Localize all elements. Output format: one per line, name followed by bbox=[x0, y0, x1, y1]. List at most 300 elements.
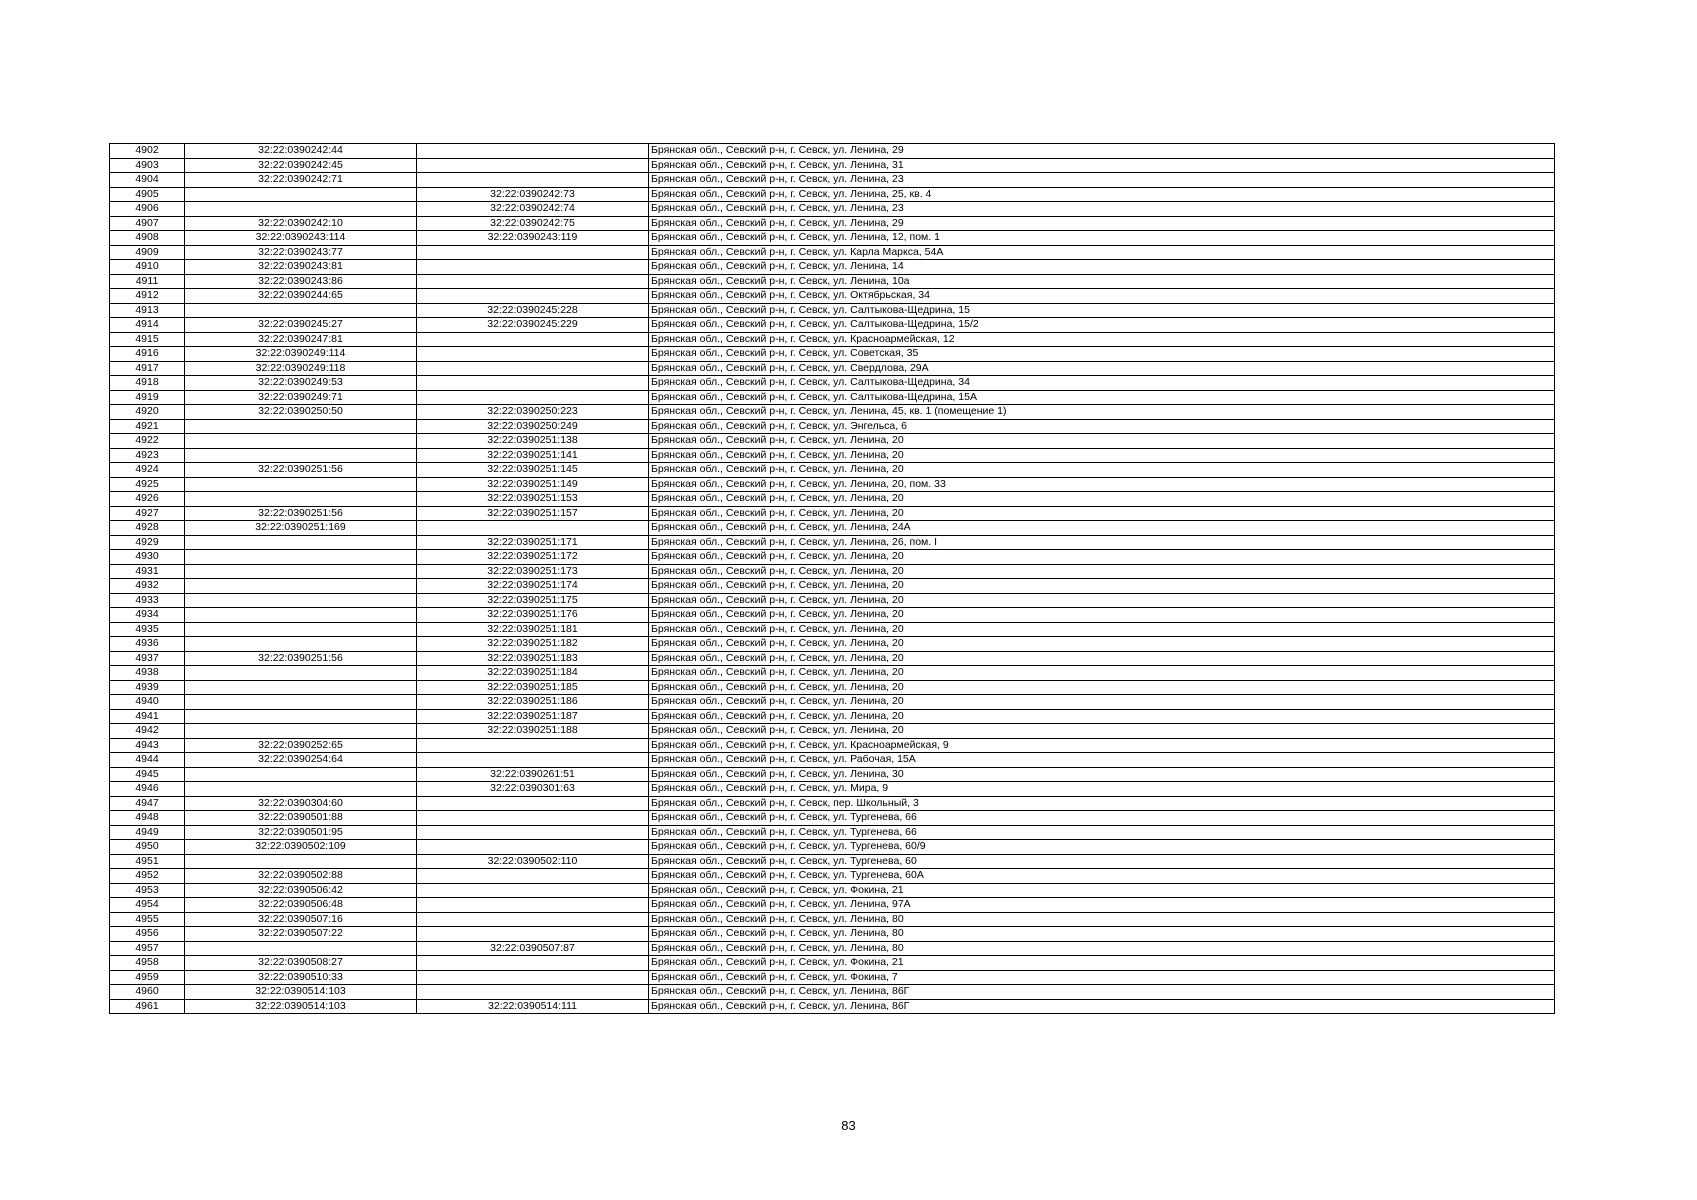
building-cadastral-cell: 32:22:0390301:63 bbox=[417, 782, 649, 797]
table-row bbox=[110, 912, 1555, 927]
table-row bbox=[110, 724, 1555, 739]
row-number-cell: 4945 bbox=[110, 767, 185, 782]
address-cell: Брянская обл., Севский р-н, г. Севск, ул. Салтыкова-Щедрина, 15А bbox=[649, 390, 1555, 405]
row-number-cell: 4906 bbox=[110, 202, 185, 217]
land-cadastral-cell: 32:22:0390251:56 bbox=[185, 506, 417, 521]
building-cadastral-cell: 32:22:0390245:229 bbox=[417, 318, 649, 333]
land-cadastral-cell: 32:22:0390244:65 bbox=[185, 289, 417, 304]
table-body bbox=[110, 144, 1555, 1014]
address-cell: Брянская обл., Севский р-н, г. Севск, ул. Ленина, 24А bbox=[649, 521, 1555, 536]
land-cadastral-cell bbox=[185, 724, 417, 739]
row-number-cell: 4958 bbox=[110, 956, 185, 971]
address-cell: Брянская обл., Севский р-н, г. Севск, ул. Ленина, 20 bbox=[649, 666, 1555, 681]
table-row bbox=[110, 753, 1555, 768]
table-row bbox=[110, 767, 1555, 782]
land-cadastral-cell: 32:22:0390247:81 bbox=[185, 332, 417, 347]
table-row bbox=[110, 680, 1555, 695]
table-row bbox=[110, 999, 1555, 1014]
table-row bbox=[110, 796, 1555, 811]
row-number-cell: 4937 bbox=[110, 651, 185, 666]
building-cadastral-cell bbox=[417, 245, 649, 260]
building-cadastral-cell bbox=[417, 738, 649, 753]
table-row bbox=[110, 593, 1555, 608]
address-cell: Брянская обл., Севский р-н, г. Севск, ул. Ленина, 29 bbox=[649, 216, 1555, 231]
address-cell: Брянская обл., Севский р-н, г. Севск, ул. Тургенева, 60 bbox=[649, 854, 1555, 869]
address-cell: Брянская обл., Севский р-н, г. Севск, ул. Ленина, 20 bbox=[649, 448, 1555, 463]
address-cell: Брянская обл., Севский р-н, г. Севск, ул. Ленина, 20 bbox=[649, 506, 1555, 521]
building-cadastral-cell bbox=[417, 521, 649, 536]
building-cadastral-cell: 32:22:0390251:171 bbox=[417, 535, 649, 550]
building-cadastral-cell bbox=[417, 332, 649, 347]
address-cell: Брянская обл., Севский р-н, г. Севск, ул. Ленина, 26, пом. I bbox=[649, 535, 1555, 550]
address-cell: Брянская обл., Севский р-н, г. Севск, ул. Ленина, 30 bbox=[649, 767, 1555, 782]
land-cadastral-cell: 32:22:0390249:71 bbox=[185, 390, 417, 405]
building-cadastral-cell bbox=[417, 173, 649, 188]
table-row bbox=[110, 260, 1555, 275]
land-cadastral-cell bbox=[185, 767, 417, 782]
building-cadastral-cell: 32:22:0390251:188 bbox=[417, 724, 649, 739]
land-cadastral-cell bbox=[185, 477, 417, 492]
building-cadastral-cell: 32:22:0390251:182 bbox=[417, 637, 649, 652]
table-row bbox=[110, 622, 1555, 637]
row-number-cell: 4960 bbox=[110, 985, 185, 1000]
land-cadastral-cell bbox=[185, 666, 417, 681]
land-cadastral-cell: 32:22:0390501:95 bbox=[185, 825, 417, 840]
table-row bbox=[110, 898, 1555, 913]
table-row bbox=[110, 985, 1555, 1000]
land-cadastral-cell: 32:22:0390506:42 bbox=[185, 883, 417, 898]
table-row bbox=[110, 202, 1555, 217]
row-number-cell: 4912 bbox=[110, 289, 185, 304]
building-cadastral-cell bbox=[417, 840, 649, 855]
building-cadastral-cell: 32:22:0390251:185 bbox=[417, 680, 649, 695]
table-row bbox=[110, 463, 1555, 478]
land-cadastral-cell: 32:22:0390502:88 bbox=[185, 869, 417, 884]
table-row bbox=[110, 550, 1555, 565]
row-number-cell: 4934 bbox=[110, 608, 185, 623]
table-row bbox=[110, 811, 1555, 826]
table-row bbox=[110, 492, 1555, 507]
land-cadastral-cell: 32:22:0390510:33 bbox=[185, 970, 417, 985]
building-cadastral-cell: 32:22:0390242:73 bbox=[417, 187, 649, 202]
building-cadastral-cell bbox=[417, 347, 649, 362]
land-cadastral-cell: 32:22:0390251:169 bbox=[185, 521, 417, 536]
row-number-cell: 4929 bbox=[110, 535, 185, 550]
building-cadastral-cell: 32:22:0390250:223 bbox=[417, 405, 649, 420]
table-row bbox=[110, 506, 1555, 521]
land-cadastral-cell: 32:22:0390507:22 bbox=[185, 927, 417, 942]
building-cadastral-cell: 32:22:0390251:138 bbox=[417, 434, 649, 449]
address-cell: Брянская обл., Севский р-н, г. Севск, ул. Тургенева, 60А bbox=[649, 869, 1555, 884]
building-cadastral-cell: 32:22:0390251:183 bbox=[417, 651, 649, 666]
table-row bbox=[110, 405, 1555, 420]
table-row bbox=[110, 883, 1555, 898]
row-number-cell: 4924 bbox=[110, 463, 185, 478]
land-cadastral-cell: 32:22:0390249:114 bbox=[185, 347, 417, 362]
table-row bbox=[110, 709, 1555, 724]
row-number-cell: 4931 bbox=[110, 564, 185, 579]
building-cadastral-cell bbox=[417, 883, 649, 898]
land-cadastral-cell bbox=[185, 535, 417, 550]
address-cell: Брянская обл., Севский р-н, г. Севск, ул. Энгельса, 6 bbox=[649, 419, 1555, 434]
table-row bbox=[110, 187, 1555, 202]
building-cadastral-cell: 32:22:0390261:51 bbox=[417, 767, 649, 782]
row-number-cell: 4951 bbox=[110, 854, 185, 869]
address-cell: Брянская обл., Севский р-н, г. Севск, ул. Фокина, 21 bbox=[649, 883, 1555, 898]
address-cell: Брянская обл., Севский р-н, г. Севск, ул. Ленина, 20 bbox=[649, 579, 1555, 594]
row-number-cell: 4920 bbox=[110, 405, 185, 420]
building-cadastral-cell bbox=[417, 912, 649, 927]
row-number-cell: 4913 bbox=[110, 303, 185, 318]
building-cadastral-cell: 32:22:0390502:110 bbox=[417, 854, 649, 869]
land-cadastral-cell: 32:22:0390243:114 bbox=[185, 231, 417, 246]
land-cadastral-cell: 32:22:0390242:44 bbox=[185, 144, 417, 159]
building-cadastral-cell: 32:22:0390251:181 bbox=[417, 622, 649, 637]
land-cadastral-cell bbox=[185, 187, 417, 202]
property-table bbox=[109, 143, 1555, 1014]
land-cadastral-cell: 32:22:0390507:16 bbox=[185, 912, 417, 927]
row-number-cell: 4907 bbox=[110, 216, 185, 231]
building-cadastral-cell: 32:22:0390251:141 bbox=[417, 448, 649, 463]
address-cell: Брянская обл., Севский р-н, г. Севск, ул. Советская, 35 bbox=[649, 347, 1555, 362]
land-cadastral-cell bbox=[185, 564, 417, 579]
building-cadastral-cell bbox=[417, 289, 649, 304]
address-cell: Брянская обл., Севский р-н, г. Севск, ул. Красноармейская, 9 bbox=[649, 738, 1555, 753]
land-cadastral-cell: 32:22:0390245:27 bbox=[185, 318, 417, 333]
address-cell: Брянская обл., Севский р-н, г. Севск, ул. Ленина, 25, кв. 4 bbox=[649, 187, 1555, 202]
address-cell: Брянская обл., Севский р-н, г. Севск, ул. Ленина, 20 bbox=[649, 709, 1555, 724]
row-number-cell: 4941 bbox=[110, 709, 185, 724]
land-cadastral-cell bbox=[185, 202, 417, 217]
land-cadastral-cell: 32:22:0390254:64 bbox=[185, 753, 417, 768]
row-number-cell: 4916 bbox=[110, 347, 185, 362]
table-row bbox=[110, 318, 1555, 333]
table-row bbox=[110, 390, 1555, 405]
table-row bbox=[110, 434, 1555, 449]
address-cell: Брянская обл., Севский р-н, г. Севск, ул. Ленина, 23 bbox=[649, 173, 1555, 188]
address-cell: Брянская обл., Севский р-н, г. Севск, ул. Ленина, 29 bbox=[649, 144, 1555, 159]
building-cadastral-cell: 32:22:0390251:153 bbox=[417, 492, 649, 507]
land-cadastral-cell bbox=[185, 637, 417, 652]
address-cell: Брянская обл., Севский р-н, г. Севск, ул. Ленина, 80 bbox=[649, 941, 1555, 956]
address-cell: Брянская обл., Севский р-н, г. Севск, ул. Ленина, 20 bbox=[649, 608, 1555, 623]
address-cell: Брянская обл., Севский р-н, г. Севск, ул. Свердлова, 29А bbox=[649, 361, 1555, 376]
land-cadastral-cell bbox=[185, 854, 417, 869]
row-number-cell: 4915 bbox=[110, 332, 185, 347]
land-cadastral-cell bbox=[185, 492, 417, 507]
building-cadastral-cell bbox=[417, 927, 649, 942]
row-number-cell: 4949 bbox=[110, 825, 185, 840]
row-number-cell: 4933 bbox=[110, 593, 185, 608]
address-cell: Брянская обл., Севский р-н, г. Севск, ул. Салтыкова-Щедрина, 15 bbox=[649, 303, 1555, 318]
row-number-cell: 4908 bbox=[110, 231, 185, 246]
building-cadastral-cell: 32:22:0390251:186 bbox=[417, 695, 649, 710]
address-cell: Брянская обл., Севский р-н, г. Севск, ул. Ленина, 10а bbox=[649, 274, 1555, 289]
row-number-cell: 4928 bbox=[110, 521, 185, 536]
table-row bbox=[110, 231, 1555, 246]
table-row bbox=[110, 941, 1555, 956]
land-cadastral-cell: 32:22:0390250:50 bbox=[185, 405, 417, 420]
row-number-cell: 4939 bbox=[110, 680, 185, 695]
land-cadastral-cell bbox=[185, 303, 417, 318]
land-cadastral-cell: 32:22:0390251:56 bbox=[185, 651, 417, 666]
land-cadastral-cell: 32:22:0390243:81 bbox=[185, 260, 417, 275]
building-cadastral-cell: 32:22:0390251:187 bbox=[417, 709, 649, 724]
building-cadastral-cell bbox=[417, 825, 649, 840]
building-cadastral-cell bbox=[417, 376, 649, 391]
address-cell: Брянская обл., Севский р-н, г. Севск, ул. Карла Маркса, 54А bbox=[649, 245, 1555, 260]
row-number-cell: 4953 bbox=[110, 883, 185, 898]
row-number-cell: 4932 bbox=[110, 579, 185, 594]
land-cadastral-cell bbox=[185, 695, 417, 710]
address-cell: Брянская обл., Севский р-н, г. Севск, ул. Фокина, 7 bbox=[649, 970, 1555, 985]
building-cadastral-cell: 32:22:0390251:172 bbox=[417, 550, 649, 565]
row-number-cell: 4925 bbox=[110, 477, 185, 492]
land-cadastral-cell: 32:22:0390514:103 bbox=[185, 999, 417, 1014]
building-cadastral-cell: 32:22:0390250:249 bbox=[417, 419, 649, 434]
land-cadastral-cell: 32:22:0390249:118 bbox=[185, 361, 417, 376]
land-cadastral-cell bbox=[185, 448, 417, 463]
table-row bbox=[110, 666, 1555, 681]
address-cell: Брянская обл., Севский р-н, г. Севск, ул. Тургенева, 66 bbox=[649, 825, 1555, 840]
land-cadastral-cell bbox=[185, 579, 417, 594]
table-row bbox=[110, 448, 1555, 463]
building-cadastral-cell: 32:22:0390242:74 bbox=[417, 202, 649, 217]
table-row bbox=[110, 173, 1555, 188]
building-cadastral-cell: 32:22:0390514:111 bbox=[417, 999, 649, 1014]
building-cadastral-cell bbox=[417, 970, 649, 985]
land-cadastral-cell: 32:22:0390242:45 bbox=[185, 158, 417, 173]
row-number-cell: 4902 bbox=[110, 144, 185, 159]
table-row bbox=[110, 289, 1555, 304]
table-row bbox=[110, 303, 1555, 318]
table-row bbox=[110, 970, 1555, 985]
address-cell: Брянская обл., Севский р-н, г. Севск, ул. Тургенева, 66 bbox=[649, 811, 1555, 826]
building-cadastral-cell: 32:22:0390242:75 bbox=[417, 216, 649, 231]
row-number-cell: 4961 bbox=[110, 999, 185, 1014]
address-cell: Брянская обл., Севский р-н, г. Севск, ул. Салтыкова-Щедрина, 15/2 bbox=[649, 318, 1555, 333]
building-cadastral-cell: 32:22:0390251:173 bbox=[417, 564, 649, 579]
building-cadastral-cell bbox=[417, 260, 649, 275]
address-cell: Брянская обл., Севский р-н, г. Севск, ул. Ленина, 31 bbox=[649, 158, 1555, 173]
building-cadastral-cell: 32:22:0390251:145 bbox=[417, 463, 649, 478]
land-cadastral-cell bbox=[185, 593, 417, 608]
building-cadastral-cell bbox=[417, 158, 649, 173]
table-row bbox=[110, 782, 1555, 797]
building-cadastral-cell bbox=[417, 144, 649, 159]
address-cell: Брянская обл., Севский р-н, г. Севск, ул. Фокина, 21 bbox=[649, 956, 1555, 971]
address-cell: Брянская обл., Севский р-н, г. Севск, ул. Тургенева, 60/9 bbox=[649, 840, 1555, 855]
address-cell: Брянская обл., Севский р-н, г. Севск, ул. Ленина, 86Г bbox=[649, 999, 1555, 1014]
table-row bbox=[110, 347, 1555, 362]
address-cell: Брянская обл., Севский р-н, г. Севск, ул. Ленина, 20 bbox=[649, 550, 1555, 565]
table-row bbox=[110, 869, 1555, 884]
building-cadastral-cell bbox=[417, 390, 649, 405]
row-number-cell: 4936 bbox=[110, 637, 185, 652]
table-row bbox=[110, 144, 1555, 159]
table-row bbox=[110, 564, 1555, 579]
table-row bbox=[110, 158, 1555, 173]
address-cell: Брянская обл., Севский р-н, г. Севск, ул. Ленина, 20 bbox=[649, 680, 1555, 695]
address-cell: Брянская обл., Севский р-н, г. Севск, ул. Ленина, 20 bbox=[649, 593, 1555, 608]
row-number-cell: 4923 bbox=[110, 448, 185, 463]
address-cell: Брянская обл., Севский р-н, г. Севск, ул. Ленина, 86Г bbox=[649, 985, 1555, 1000]
address-cell: Брянская обл., Севский р-н, г. Севск, ул. Октябрьская, 34 bbox=[649, 289, 1555, 304]
address-cell: Брянская обл., Севский р-н, г. Севск, ул. Красноармейская, 12 bbox=[649, 332, 1555, 347]
table-row bbox=[110, 579, 1555, 594]
address-cell: Брянская обл., Севский р-н, г. Севск, ул. Ленина, 23 bbox=[649, 202, 1555, 217]
row-number-cell: 4954 bbox=[110, 898, 185, 913]
table-row bbox=[110, 825, 1555, 840]
table-row bbox=[110, 956, 1555, 971]
table-row bbox=[110, 376, 1555, 391]
address-cell: Брянская обл., Севский р-н, г. Севск, ул. Рабочая, 15А bbox=[649, 753, 1555, 768]
table-row bbox=[110, 332, 1555, 347]
land-cadastral-cell: 32:22:0390508:27 bbox=[185, 956, 417, 971]
page-number: 83 bbox=[841, 1118, 856, 1133]
address-cell: Брянская обл., Севский р-н, г. Севск, ул. Ленина, 20 bbox=[649, 637, 1555, 652]
land-cadastral-cell: 32:22:0390252:65 bbox=[185, 738, 417, 753]
building-cadastral-cell: 32:22:0390243:119 bbox=[417, 231, 649, 246]
land-cadastral-cell: 32:22:0390501:88 bbox=[185, 811, 417, 826]
land-cadastral-cell: 32:22:0390242:71 bbox=[185, 173, 417, 188]
table-row bbox=[110, 854, 1555, 869]
land-cadastral-cell bbox=[185, 550, 417, 565]
table-row bbox=[110, 216, 1555, 231]
address-cell: Брянская обл., Севский р-н, г. Севск, ул. Ленина, 14 bbox=[649, 260, 1555, 275]
land-cadastral-cell: 32:22:0390251:56 bbox=[185, 463, 417, 478]
row-number-cell: 4938 bbox=[110, 666, 185, 681]
address-cell: Брянская обл., Севский р-н, г. Севск, ул. Ленина, 20 bbox=[649, 463, 1555, 478]
row-number-cell: 4910 bbox=[110, 260, 185, 275]
land-cadastral-cell bbox=[185, 608, 417, 623]
row-number-cell: 4952 bbox=[110, 869, 185, 884]
address-cell: Брянская обл., Севский р-н, г. Севск, ул. Салтыкова-Щедрина, 34 bbox=[649, 376, 1555, 391]
land-cadastral-cell bbox=[185, 434, 417, 449]
address-cell: Брянская обл., Севский р-н, г. Севск, ул. Ленина, 12, пом. 1 bbox=[649, 231, 1555, 246]
row-number-cell: 4918 bbox=[110, 376, 185, 391]
building-cadastral-cell bbox=[417, 361, 649, 376]
building-cadastral-cell: 32:22:0390251:157 bbox=[417, 506, 649, 521]
building-cadastral-cell bbox=[417, 869, 649, 884]
building-cadastral-cell bbox=[417, 898, 649, 913]
row-number-cell: 4942 bbox=[110, 724, 185, 739]
table-row bbox=[110, 927, 1555, 942]
row-number-cell: 4940 bbox=[110, 695, 185, 710]
row-number-cell: 4957 bbox=[110, 941, 185, 956]
address-cell: Брянская обл., Севский р-н, г. Севск, ул. Ленина, 20 bbox=[649, 651, 1555, 666]
row-number-cell: 4944 bbox=[110, 753, 185, 768]
address-cell: Брянская обл., Севский р-н, г. Севск, ул. Ленина, 20 bbox=[649, 434, 1555, 449]
table-row bbox=[110, 477, 1555, 492]
building-cadastral-cell: 32:22:0390251:149 bbox=[417, 477, 649, 492]
row-number-cell: 4947 bbox=[110, 796, 185, 811]
building-cadastral-cell: 32:22:0390245:228 bbox=[417, 303, 649, 318]
row-number-cell: 4926 bbox=[110, 492, 185, 507]
table-row bbox=[110, 535, 1555, 550]
building-cadastral-cell: 32:22:0390251:184 bbox=[417, 666, 649, 681]
land-cadastral-cell: 32:22:0390242:10 bbox=[185, 216, 417, 231]
table-row bbox=[110, 840, 1555, 855]
land-cadastral-cell bbox=[185, 680, 417, 695]
row-number-cell: 4911 bbox=[110, 274, 185, 289]
table-row bbox=[110, 521, 1555, 536]
row-number-cell: 4917 bbox=[110, 361, 185, 376]
land-cadastral-cell: 32:22:0390243:77 bbox=[185, 245, 417, 260]
building-cadastral-cell bbox=[417, 956, 649, 971]
building-cadastral-cell bbox=[417, 985, 649, 1000]
table-row bbox=[110, 637, 1555, 652]
row-number-cell: 4909 bbox=[110, 245, 185, 260]
table-row bbox=[110, 608, 1555, 623]
land-cadastral-cell bbox=[185, 941, 417, 956]
row-number-cell: 4905 bbox=[110, 187, 185, 202]
address-cell: Брянская обл., Севский р-н, г. Севск, ул. Ленина, 20 bbox=[649, 622, 1555, 637]
building-cadastral-cell: 32:22:0390251:176 bbox=[417, 608, 649, 623]
table-row bbox=[110, 419, 1555, 434]
row-number-cell: 4921 bbox=[110, 419, 185, 434]
row-number-cell: 4919 bbox=[110, 390, 185, 405]
address-cell: Брянская обл., Севский р-н, г. Севск, ул. Ленина, 20 bbox=[649, 492, 1555, 507]
building-cadastral-cell bbox=[417, 274, 649, 289]
land-cadastral-cell: 32:22:0390506:48 bbox=[185, 898, 417, 913]
row-number-cell: 4948 bbox=[110, 811, 185, 826]
land-cadastral-cell: 32:22:0390249:53 bbox=[185, 376, 417, 391]
land-cadastral-cell: 32:22:0390502:109 bbox=[185, 840, 417, 855]
row-number-cell: 4943 bbox=[110, 738, 185, 753]
table-row bbox=[110, 274, 1555, 289]
table-row bbox=[110, 651, 1555, 666]
table-row bbox=[110, 738, 1555, 753]
row-number-cell: 4935 bbox=[110, 622, 185, 637]
building-cadastral-cell: 32:22:0390251:174 bbox=[417, 579, 649, 594]
row-number-cell: 4955 bbox=[110, 912, 185, 927]
row-number-cell: 4903 bbox=[110, 158, 185, 173]
table-row bbox=[110, 361, 1555, 376]
address-cell: Брянская обл., Севский р-н, г. Севск, ул. Ленина, 97А bbox=[649, 898, 1555, 913]
building-cadastral-cell bbox=[417, 753, 649, 768]
land-cadastral-cell bbox=[185, 709, 417, 724]
row-number-cell: 4904 bbox=[110, 173, 185, 188]
building-cadastral-cell: 32:22:0390507:87 bbox=[417, 941, 649, 956]
address-cell: Брянская обл., Севский р-н, г. Севск, ул. Ленина, 80 bbox=[649, 927, 1555, 942]
address-cell: Брянская обл., Севский р-н, г. Севск, ул. Ленина, 20 bbox=[649, 724, 1555, 739]
row-number-cell: 4930 bbox=[110, 550, 185, 565]
table-row bbox=[110, 695, 1555, 710]
land-cadastral-cell: 32:22:0390514:103 bbox=[185, 985, 417, 1000]
address-cell: Брянская обл., Севский р-н, г. Севск, ул. Ленина, 20, пом. 33 bbox=[649, 477, 1555, 492]
address-cell: Брянская обл., Севский р-н, г. Севск, ул. Мира, 9 bbox=[649, 782, 1555, 797]
address-cell: Брянская обл., Севский р-н, г. Севск, ул. Ленина, 20 bbox=[649, 695, 1555, 710]
address-cell: Брянская обл., Севский р-н, г. Севск, ул. Ленина, 80 bbox=[649, 912, 1555, 927]
row-number-cell: 4914 bbox=[110, 318, 185, 333]
table-row bbox=[110, 245, 1555, 260]
row-number-cell: 4956 bbox=[110, 927, 185, 942]
row-number-cell: 4950 bbox=[110, 840, 185, 855]
building-cadastral-cell bbox=[417, 796, 649, 811]
address-cell: Брянская обл., Севский р-н, г. Севск, пер. Школьный, 3 bbox=[649, 796, 1555, 811]
land-cadastral-cell: 32:22:0390243:86 bbox=[185, 274, 417, 289]
land-cadastral-cell bbox=[185, 622, 417, 637]
building-cadastral-cell bbox=[417, 811, 649, 826]
row-number-cell: 4927 bbox=[110, 506, 185, 521]
row-number-cell: 4946 bbox=[110, 782, 185, 797]
land-cadastral-cell bbox=[185, 419, 417, 434]
address-cell: Брянская обл., Севский р-н, г. Севск, ул. Ленина, 20 bbox=[649, 564, 1555, 579]
address-cell: Брянская обл., Севский р-н, г. Севск, ул. Ленина, 45, кв. 1 (помещение 1) bbox=[649, 405, 1555, 420]
building-cadastral-cell: 32:22:0390251:175 bbox=[417, 593, 649, 608]
row-number-cell: 4922 bbox=[110, 434, 185, 449]
